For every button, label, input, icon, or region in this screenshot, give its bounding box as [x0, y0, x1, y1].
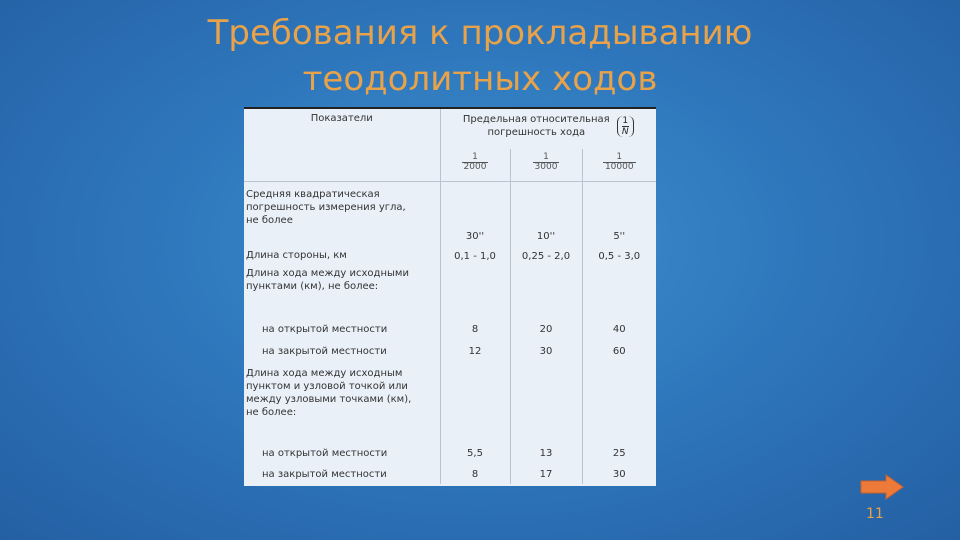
- row-label: на закрытой местности: [262, 345, 387, 357]
- fraction-1-2000: [462, 153, 489, 172]
- fraction-denominator: 3000: [534, 162, 558, 172]
- row-label-line: не более:: [246, 407, 297, 418]
- value-cell: 5,5: [440, 442, 510, 464]
- row-label-line: погрешность измерения угла,: [246, 201, 406, 213]
- fraction-numerator: 1: [462, 153, 489, 163]
- table-row: [244, 464, 656, 484]
- value-cell: 30'': [440, 181, 510, 243]
- relative-error-header: [440, 109, 656, 149]
- value-cell: 17: [510, 464, 582, 484]
- fraction-denominator: 2000: [463, 162, 487, 172]
- fraction-cell-2: [510, 149, 582, 181]
- value-cell: [582, 262, 656, 318]
- value-cell: 20: [510, 318, 582, 340]
- fraction-denominator: 10000: [604, 162, 634, 172]
- table-row: [244, 442, 656, 464]
- relative-error-header-line-1: Предельная относительная: [462, 114, 610, 125]
- value-cell: 13: [510, 442, 582, 464]
- row-label: [244, 262, 440, 318]
- row-label-line: Длина хода между исходными: [246, 268, 409, 279]
- requirements-table-container: [244, 107, 656, 486]
- value-cell: 8: [440, 464, 510, 484]
- fraction-cell-3: [582, 149, 656, 181]
- table-header-row: [244, 109, 656, 149]
- row-label-line: между узловыми точками (км),: [246, 394, 412, 405]
- slide-title: [0, 10, 960, 102]
- fraction-1-3000: [533, 153, 560, 172]
- value-cell: 12: [440, 340, 510, 362]
- next-slide-button[interactable]: [860, 474, 904, 500]
- table-row: [244, 262, 656, 318]
- row-label-line: Средняя квадратическая: [246, 188, 380, 200]
- row-label: [244, 181, 440, 243]
- value-cell: 0,1 - 1,0: [440, 243, 510, 262]
- row-label: на открытой местности: [262, 323, 388, 335]
- requirements-table: [244, 109, 656, 484]
- value-cell: 10'': [510, 181, 582, 243]
- fraction-numerator: 1: [603, 153, 636, 163]
- table-row: [244, 340, 656, 362]
- value-cell: 5'': [582, 181, 656, 243]
- fraction-cell-1: [440, 149, 510, 181]
- right-arrow-icon: [860, 474, 904, 500]
- slide-title-line-2: теодолитных ходов: [302, 59, 658, 99]
- value-cell: [510, 362, 582, 442]
- value-cell: 0,5 - 3,0: [582, 243, 656, 262]
- fraction-numerator: 1: [533, 153, 560, 163]
- row-label-line: пунктом и узловой точкой или: [246, 381, 408, 392]
- row-label: Длина стороны, км: [246, 250, 347, 261]
- value-cell: 40: [582, 318, 656, 340]
- row-label-line: пунктами (км), не более:: [246, 281, 379, 292]
- indicators-header: Показатели: [310, 113, 373, 124]
- formula-denominator: N: [621, 126, 629, 137]
- value-cell: 60: [582, 340, 656, 362]
- formula-numerator: 1: [622, 115, 629, 126]
- value-cell: 0,25 - 2,0: [510, 243, 582, 262]
- row-label-line: Длина хода между исходным: [246, 368, 403, 379]
- table-row: [244, 318, 656, 340]
- fraction-1-10000: [603, 153, 636, 172]
- slide-title-line-1: Требования к прокладыванию: [207, 13, 753, 53]
- row-label: на открытой местности: [262, 447, 388, 459]
- value-cell: 30: [582, 464, 656, 484]
- row-label: на закрытой местности: [262, 468, 387, 480]
- page-number: 11: [866, 506, 884, 522]
- value-cell: 30: [510, 340, 582, 362]
- value-cell: 25: [582, 442, 656, 464]
- table-row: [244, 181, 656, 243]
- relative-error-header-line-2: погрешность хода: [487, 127, 586, 138]
- value-cell: [582, 362, 656, 442]
- table-row: [244, 243, 656, 262]
- value-cell: [440, 362, 510, 442]
- table-row: [244, 362, 656, 442]
- one-over-n-formula: [617, 116, 634, 137]
- value-cell: 8: [440, 318, 510, 340]
- row-label: [244, 362, 440, 442]
- value-cell: [440, 262, 510, 318]
- row-label-line: не более: [246, 214, 293, 226]
- value-cell: [510, 262, 582, 318]
